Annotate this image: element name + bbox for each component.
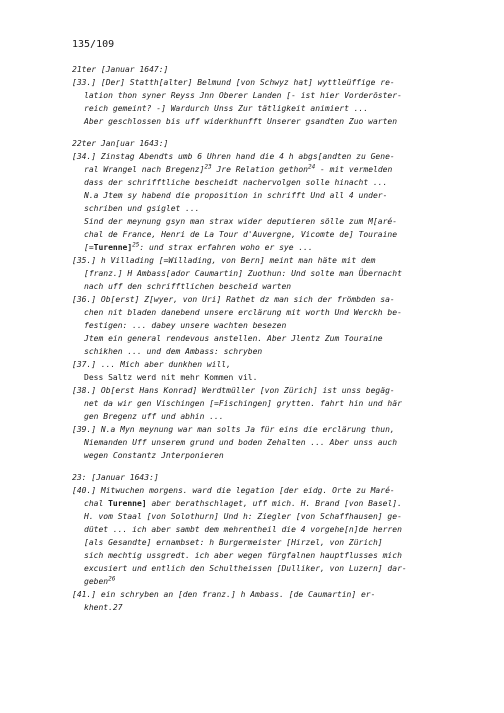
entry-line: [38.] Ob[erst Hans Konrad] Werdtmüller [von Zürich] ist unss begäg- (72, 386, 395, 395)
page-number: 135/109 (72, 39, 115, 50)
entry-line: [35.] h Villading [=Willading, von Bern] meint man häte mit dem (72, 256, 376, 265)
entry-line: excusiert und entlich den Schultheissen [Dulliker, von Luzern] dar- (84, 564, 407, 573)
entry (72, 254, 462, 293)
date-heading: 23: [Januar 1643:] (72, 473, 159, 482)
entry-line: Aber geschlossen bis uff widerkhunfft Unserer gsandten Zuo warten (84, 117, 398, 126)
entry-line: H. vom Staal [von Solothurn] Und h: Ziegler [von Schaffhausen] ge- (84, 512, 402, 521)
entry-line: geben$^{26}$ (84, 575, 116, 586)
entry (72, 293, 462, 358)
entry (72, 76, 462, 128)
entry-line: Dess Saltz werd nit mehr Kommen vil. (84, 373, 258, 382)
entry-line: dütet ... ich aber sambt dem mehrentheil die 4 vorgehe[n]de herren (84, 525, 402, 534)
entry-line: reich gemeint? -] Wardurch Unss Zur tätligkeit animiert ... (84, 104, 369, 113)
date-heading: 22ter Jan[uar 1643:] (72, 139, 169, 148)
entry-line: wegen Constantz Jnterponieren (84, 451, 224, 460)
document-page (72, 38, 462, 614)
entry-line: [als Gesandte] ernambset: h Burgermeister [Hirzel, von Zürich] (84, 538, 383, 547)
entry (72, 358, 462, 384)
entry-line: [34.] Zinstag Abendts umb 6 Uhren hand die 4 h abgs[andten zu Gene- (72, 152, 395, 161)
entry-line: [33.] [Der] Statth[alter] Belmund [von Schwyz hat] wyttleüffige re- (72, 78, 395, 87)
entry-line: [=Turenne]$^{25}$: und strax erfahren woho er sye ... (84, 241, 313, 252)
entry-line: dass der schrifftliche bescheidt nachervolgen solle hinacht ... (84, 178, 388, 187)
document-body (72, 63, 462, 614)
entry-line: schikhen ... und dem Ambass: schryben (84, 347, 263, 356)
entry-line: [36.] Ob[erst] Z[wyer, von Uri] Rathet dz man sich der frömbden sa- (72, 295, 395, 304)
entry-line: schriben und gsiglet ... (84, 204, 200, 213)
entry-line: net da wir gen Vischingen [=Fischingen] grytten. fahrt hin und här (84, 399, 402, 408)
entry (72, 588, 462, 614)
entry-line: nach uff den schrifftlichen bescheid warten (84, 282, 292, 291)
entry-line: N.a Jtem sy habend die proposition in schrifft Und all 4 under- (84, 191, 388, 200)
entry-line: Sind der meynung gsyn man strax wider deputieren sölle zum M[aré- (84, 217, 398, 226)
entry-line: [37.] ... Mich aber dunkhen will, (72, 360, 231, 369)
date-heading: 21ter [Januar 1647:] (72, 65, 169, 74)
entry (72, 484, 462, 588)
entry-line: Jtem ein general rendevous anstellen. Aber Jlentz Zum Touraine (84, 334, 383, 343)
entry-line: chal Turenne] aber berathschlaget, uff mich. H. Brand [von Basel]. (84, 499, 402, 508)
entry-line: [franz.] H Ambass[ador Caumartin] Zuothun: Und solte man Übernacht (84, 269, 402, 278)
entry-line: chal de France, Henri de La Tour d'Auvergne, Vicomte de] Touraine (84, 230, 398, 239)
entry-line: [40.] Mitwuchen morgens. ward die legation [der eidg. Orte zu Maré- (72, 486, 395, 495)
entry-line: khent.27 (84, 603, 123, 612)
entry-line: ral Wrangel nach Bregenz]$^{23}$ Jre Relation gethon$^{24}$ - mit vermelden (84, 163, 393, 174)
entry-line: chen nit bladen danebend unsere erclärung mit worth Und Werckh be- (84, 308, 402, 317)
entry (72, 150, 462, 254)
entry (72, 384, 462, 423)
entry-line: [41.] ein schryben an [den franz.] h Ambass. [de Caumartin] er- (72, 590, 376, 599)
entry-line: Niemanden Uff unserem grund und boden Zehalten ... Aber unss auch (84, 438, 398, 447)
entry-line: [39.] N.a Myn meynung war man solts Ja für eins die erclärung thun, (72, 425, 395, 434)
entry-line: gen Bregenz uff und abhin ... (84, 412, 224, 421)
entry-line: lation thon syner Reyss Jnn Oberer Landen [- ist hier Vorderöster- (84, 91, 402, 100)
entry (72, 423, 462, 462)
entry-line: festigen: ... dabey unsere wachten besezen (84, 321, 287, 330)
entry-line: sich mechtig ussgredt. ich aber wegen fürgfalnen hauptflusses mich (84, 551, 402, 560)
